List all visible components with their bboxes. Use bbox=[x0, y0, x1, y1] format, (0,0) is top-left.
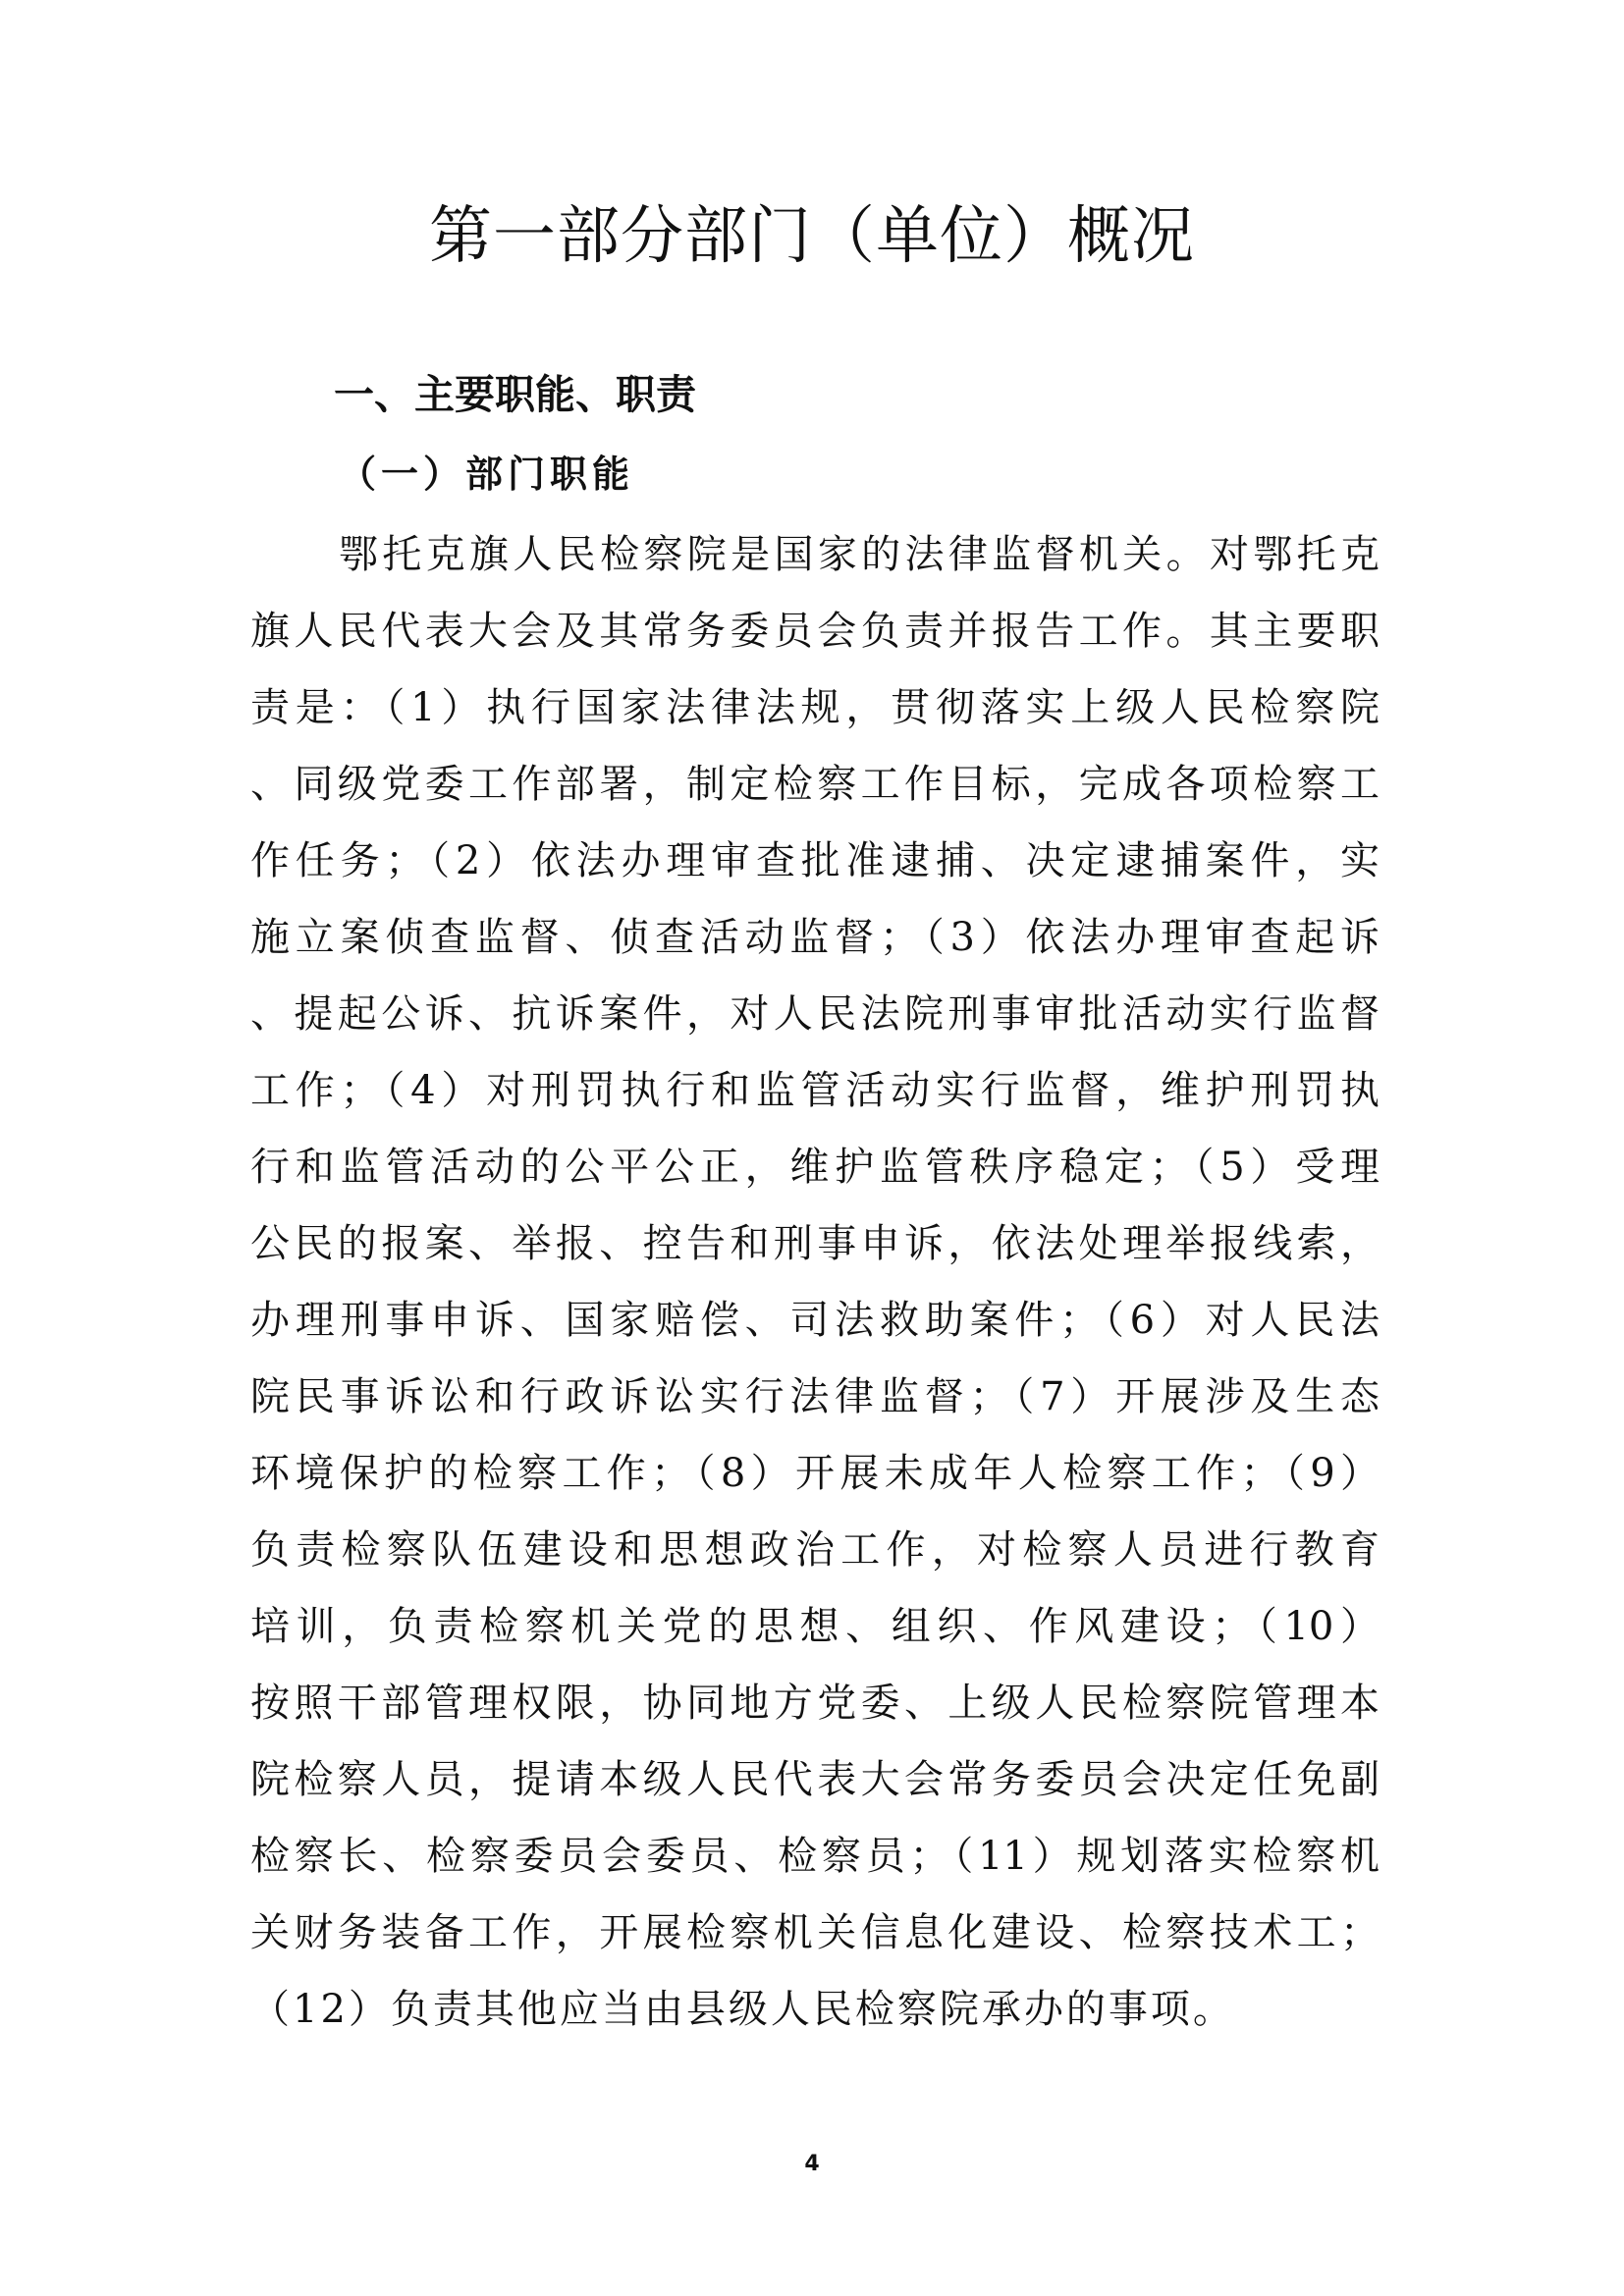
paragraph-line: 鄂托克旗人民检察院是国家的法律监督机关。对鄂托克 bbox=[339, 532, 1380, 577]
paragraph-line: 、提起公诉、抗诉案件，对人民法院刑事审批活动实行监督 bbox=[250, 991, 1380, 1037]
paragraph-line: 作任务；（2）依法办理审查批准逮捕、决定逮捕案件，实 bbox=[250, 838, 1380, 883]
paragraph-line: 工作；（4）对刑罚执行和监管活动实行监督，维护刑罚执 bbox=[250, 1068, 1380, 1113]
paragraph-line: 行和监管活动的公平公正，维护监管秩序稳定；（5）受理 bbox=[250, 1145, 1380, 1190]
paragraph-line: 院检察人员，提请本级人民代表大会常务委员会决定任免副 bbox=[250, 1757, 1380, 1802]
sub-heading: （一）部门职能 bbox=[339, 452, 635, 496]
paragraph-line: 责是：（1）执行国家法律法规，贯彻落实上级人民检察院 bbox=[250, 685, 1380, 730]
paragraph-line: 公民的报案、举报、控告和刑事申诉，依法处理举报线索， bbox=[250, 1221, 1380, 1266]
paragraph-line: 施立案侦查监督、侦查活动监督；（3）依法办理审查起诉 bbox=[250, 915, 1380, 960]
paragraph-line: 检察长、检察委员会委员、检察员；（11）规划落实检察机 bbox=[250, 1834, 1380, 1879]
paragraph-line: 院民事诉讼和行政诉讼实行法律监督；（7）开展涉及生态 bbox=[250, 1374, 1380, 1419]
paragraph-line: （12）负责其他应当由县级人民检察院承办的事项。 bbox=[250, 1987, 1235, 2032]
paragraph-line: 培训，负责检察机关党的思想、组织、作风建设；（10） bbox=[250, 1604, 1380, 1649]
paragraph-line: 、同级党委工作部署，制定检察工作目标，完成各项检察工 bbox=[250, 762, 1380, 807]
paragraph-line: 关财务装备工作，开展检察机关信息化建设、检察技术工； bbox=[250, 1910, 1380, 1955]
page-title: 第一部分部门（单位）概况 bbox=[429, 200, 1195, 273]
paragraph-line: 负责检察队伍建设和思想政治工作，对检察人员进行教育 bbox=[250, 1527, 1380, 1573]
paragraph-line: 按照干部管理权限，协同地方党委、上级人民检察院管理本 bbox=[250, 1681, 1380, 1726]
section-heading: 一、主要职能、职责 bbox=[334, 371, 696, 418]
page-number: 4 bbox=[804, 2152, 820, 2176]
paragraph-line: 办理刑事申诉、国家赔偿、司法救助案件；（6）对人民法 bbox=[250, 1298, 1380, 1343]
paragraph-line: 环境保护的检察工作；（8）开展未成年人检察工作；（9） bbox=[250, 1451, 1380, 1496]
paragraph-line: 旗人民代表大会及其常务委员会负责并报告工作。其主要职 bbox=[250, 609, 1380, 654]
